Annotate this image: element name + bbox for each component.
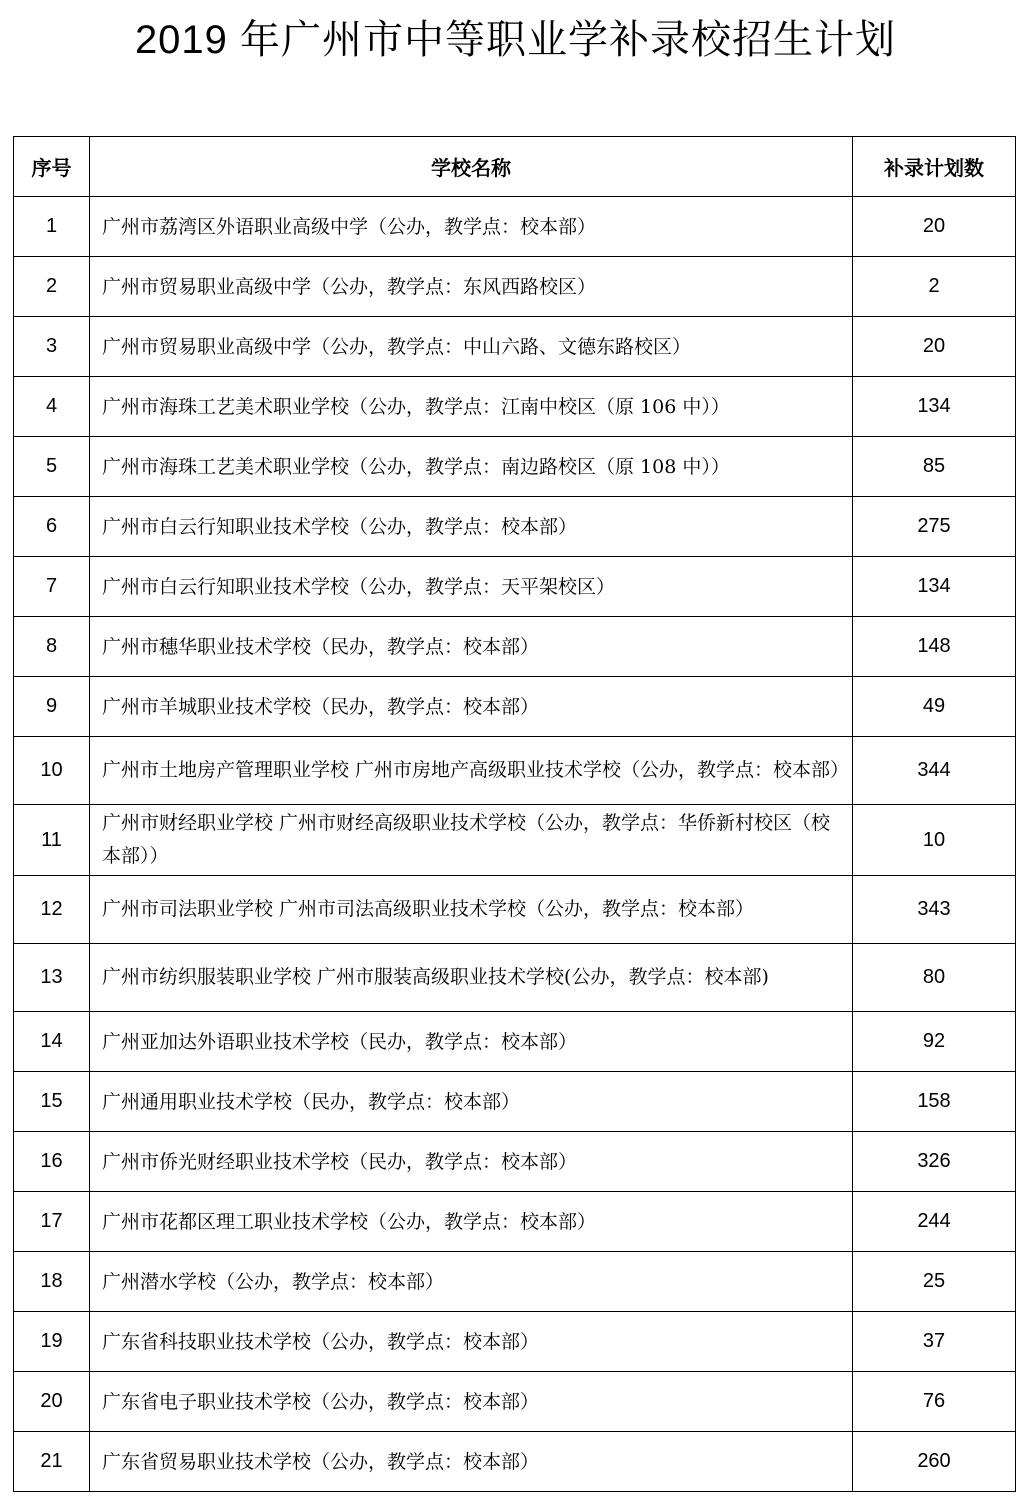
- row-plan-count: 20: [853, 197, 1016, 257]
- table-row: [14, 1072, 1016, 1132]
- row-plan-count: 260: [853, 1432, 1016, 1492]
- row-plan-count: 134: [853, 557, 1016, 617]
- table-row: [14, 437, 1016, 497]
- row-plan-count: 20: [853, 317, 1016, 377]
- row-plan-count: 80: [853, 944, 1016, 1012]
- row-school-name: 广东省贸易职业技术学校（公办，教学点：校本部）: [90, 1432, 853, 1492]
- table-row: [14, 377, 1016, 437]
- row-plan-count: 76: [853, 1372, 1016, 1432]
- row-school-name: 广州市白云行知职业技术学校（公办，教学点：校本部）: [90, 497, 853, 557]
- table-row: [14, 876, 1016, 944]
- row-seq: 20: [14, 1372, 90, 1432]
- row-school-name: 广州亚加达外语职业技术学校（民办，教学点：校本部）: [90, 1012, 853, 1072]
- table-row: [14, 1132, 1016, 1192]
- row-school-name: 广州市荔湾区外语职业高级中学（公办，教学点：校本部）: [90, 197, 853, 257]
- row-plan-count: 344: [853, 737, 1016, 805]
- header-school-name: 学校名称: [90, 137, 853, 197]
- row-plan-count: 49: [853, 677, 1016, 737]
- row-plan-count: 92: [853, 1012, 1016, 1072]
- header-plan-count: 补录计划数: [853, 137, 1016, 197]
- row-seq: 11: [14, 805, 90, 876]
- row-school-name: 广东省电子职业技术学校（公办，教学点：校本部）: [90, 1372, 853, 1432]
- row-school-name: 广州市海珠工艺美术职业学校（公办，教学点：南边路校区（原 108 中））: [90, 437, 853, 497]
- table-row: [14, 737, 1016, 805]
- row-plan-count: 326: [853, 1132, 1016, 1192]
- row-school-name: 广州市纺织服装职业学校 广州市服装高级职业技术学校(公办，教学点：校本部): [90, 944, 853, 1012]
- row-seq: 13: [14, 944, 90, 1012]
- row-school-name: 广东省科技职业技术学校（公办，教学点：校本部）: [90, 1312, 853, 1372]
- row-seq: 15: [14, 1072, 90, 1132]
- enrollment-plan-table: [13, 136, 1016, 1492]
- row-seq: 14: [14, 1012, 90, 1072]
- row-seq: 5: [14, 437, 90, 497]
- row-school-name: 广州市白云行知职业技术学校（公办，教学点：天平架校区）: [90, 557, 853, 617]
- table-row: [14, 1012, 1016, 1072]
- row-school-name: 广州市财经职业学校 广州市财经高级职业技术学校（公办，教学点：华侨新村校区（校本部））: [90, 805, 853, 876]
- row-seq: 10: [14, 737, 90, 805]
- header-seq: 序号: [14, 137, 90, 197]
- row-seq: 3: [14, 317, 90, 377]
- row-plan-count: 85: [853, 437, 1016, 497]
- row-seq: 18: [14, 1252, 90, 1312]
- row-seq: 1: [14, 197, 90, 257]
- row-seq: 17: [14, 1192, 90, 1252]
- table-row: [14, 1432, 1016, 1492]
- table-row: [14, 497, 1016, 557]
- row-plan-count: 37: [853, 1312, 1016, 1372]
- table-row: [14, 1312, 1016, 1372]
- row-plan-count: 10: [853, 805, 1016, 876]
- table-row: [14, 805, 1016, 876]
- table-row: [14, 257, 1016, 317]
- row-school-name: 广州市羊城职业技术学校（民办，教学点：校本部）: [90, 677, 853, 737]
- row-plan-count: 2: [853, 257, 1016, 317]
- row-school-name: 广州市贸易职业高级中学（公办，教学点：中山六路、文德东路校区）: [90, 317, 853, 377]
- row-plan-count: 134: [853, 377, 1016, 437]
- table-row: [14, 1252, 1016, 1312]
- row-seq: 9: [14, 677, 90, 737]
- row-seq: 4: [14, 377, 90, 437]
- table-header-row: [14, 137, 1016, 197]
- row-plan-count: 158: [853, 1072, 1016, 1132]
- row-school-name: 广州通用职业技术学校（民办，教学点：校本部）: [90, 1072, 853, 1132]
- page-title: 2019 年广州市中等职业学补录校招生计划: [134, 18, 897, 62]
- table-row: [14, 317, 1016, 377]
- row-school-name: 广州市穗华职业技术学校（民办，教学点：校本部）: [90, 617, 853, 677]
- row-seq: 12: [14, 876, 90, 944]
- row-seq: 16: [14, 1132, 90, 1192]
- row-school-name: 广州市贸易职业高级中学（公办，教学点：东风西路校区）: [90, 257, 853, 317]
- row-plan-count: 244: [853, 1192, 1016, 1252]
- table-row: [14, 677, 1016, 737]
- row-plan-count: 343: [853, 876, 1016, 944]
- table-row: [14, 617, 1016, 677]
- row-school-name: 广州市司法职业学校 广州市司法高级职业技术学校（公办，教学点：校本部）: [90, 876, 853, 944]
- row-seq: 2: [14, 257, 90, 317]
- row-plan-count: 25: [853, 1252, 1016, 1312]
- row-plan-count: 275: [853, 497, 1016, 557]
- row-seq: 6: [14, 497, 90, 557]
- table-row: [14, 1192, 1016, 1252]
- row-plan-count: 148: [853, 617, 1016, 677]
- row-school-name: 广州市土地房产管理职业学校 广州市房地产高级职业技术学校（公办，教学点：校本部）: [90, 737, 853, 805]
- row-seq: 19: [14, 1312, 90, 1372]
- row-school-name: 广州市花都区理工职业技术学校（公办，教学点：校本部）: [90, 1192, 853, 1252]
- table-row: [14, 197, 1016, 257]
- table-row: [14, 1372, 1016, 1432]
- table-row: [14, 557, 1016, 617]
- row-seq: 7: [14, 557, 90, 617]
- row-school-name: 广州市侨光财经职业技术学校（民办，教学点：校本部）: [90, 1132, 853, 1192]
- row-school-name: 广州市海珠工艺美术职业学校（公办，教学点：江南中校区（原 106 中））: [90, 377, 853, 437]
- row-seq: 21: [14, 1432, 90, 1492]
- row-school-name: 广州潜水学校（公办，教学点：校本部）: [90, 1252, 853, 1312]
- table-row: [14, 944, 1016, 1012]
- row-seq: 8: [14, 617, 90, 677]
